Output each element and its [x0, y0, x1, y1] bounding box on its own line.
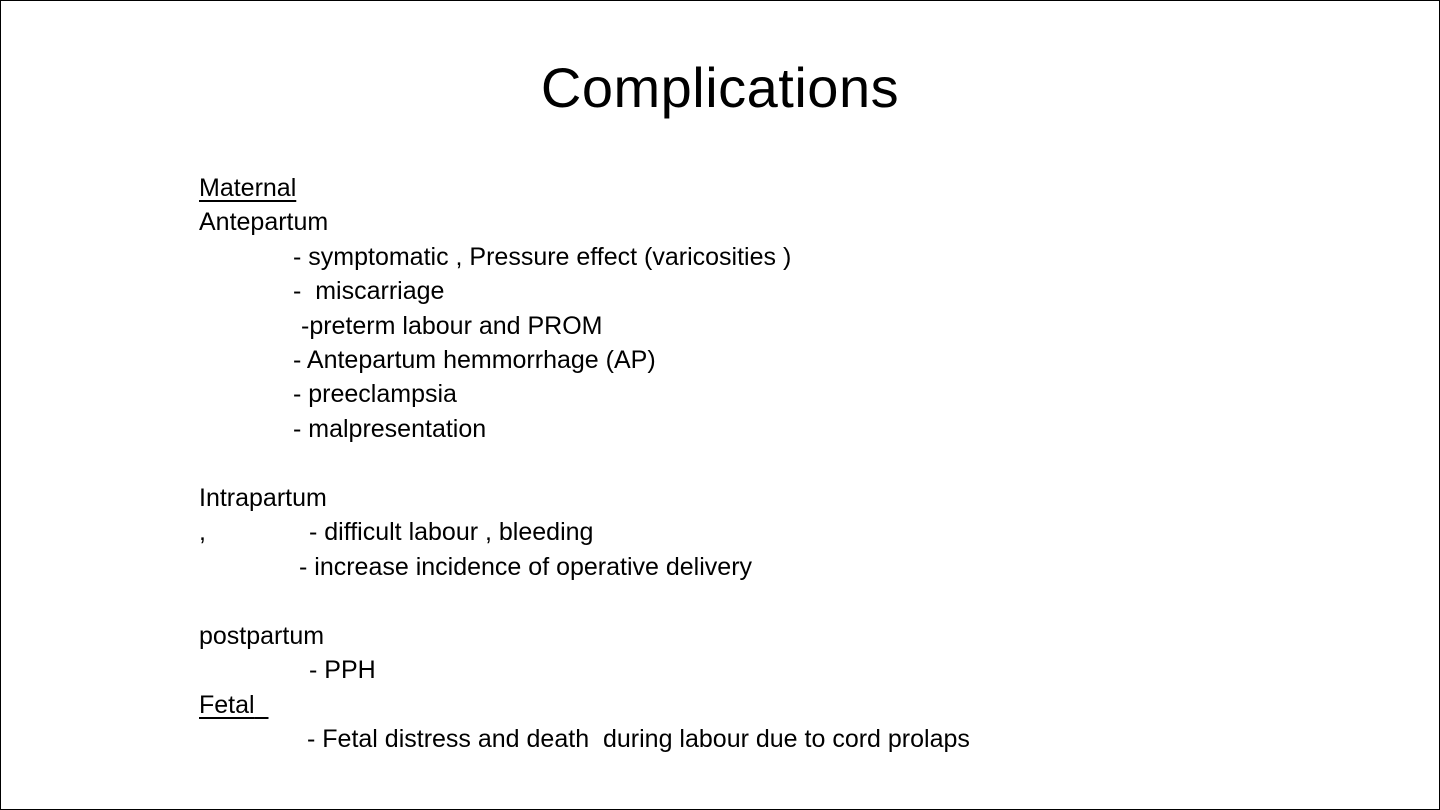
- antepartum-item: - malpresentation: [293, 415, 487, 443]
- heading-fetal: [199, 688, 269, 722]
- intrapartum-item: - increase incidence of operative delivery: [299, 553, 753, 581]
- heading-maternal: Maternal: [199, 174, 297, 202]
- antepartum-item: - symptomatic , Pressure effect (varicosities ): [293, 243, 792, 271]
- antepartum-item: - miscarriage: [293, 277, 445, 305]
- fetal-item: - Fetal distress and death during labour due to cord prolaps: [307, 725, 970, 753]
- heading-postpartum: postpartum: [199, 622, 325, 650]
- heading-intrapartum: Intrapartum: [199, 484, 327, 512]
- slide-title: Complications: [540, 56, 900, 119]
- postpartum-item: - PPH: [309, 656, 376, 684]
- heading-antepartum: Antepartum: [199, 208, 329, 236]
- heading-fetal-text: Fetal: [199, 691, 255, 719]
- stray-comma: ,: [199, 518, 206, 546]
- antepartum-item: -preterm labour and PROM: [301, 312, 603, 340]
- antepartum-item: - Antepartum hemmorrhage (AP): [293, 346, 656, 374]
- antepartum-item: - preeclampsia: [293, 380, 457, 408]
- intrapartum-item: - difficult labour , bleeding: [309, 518, 594, 546]
